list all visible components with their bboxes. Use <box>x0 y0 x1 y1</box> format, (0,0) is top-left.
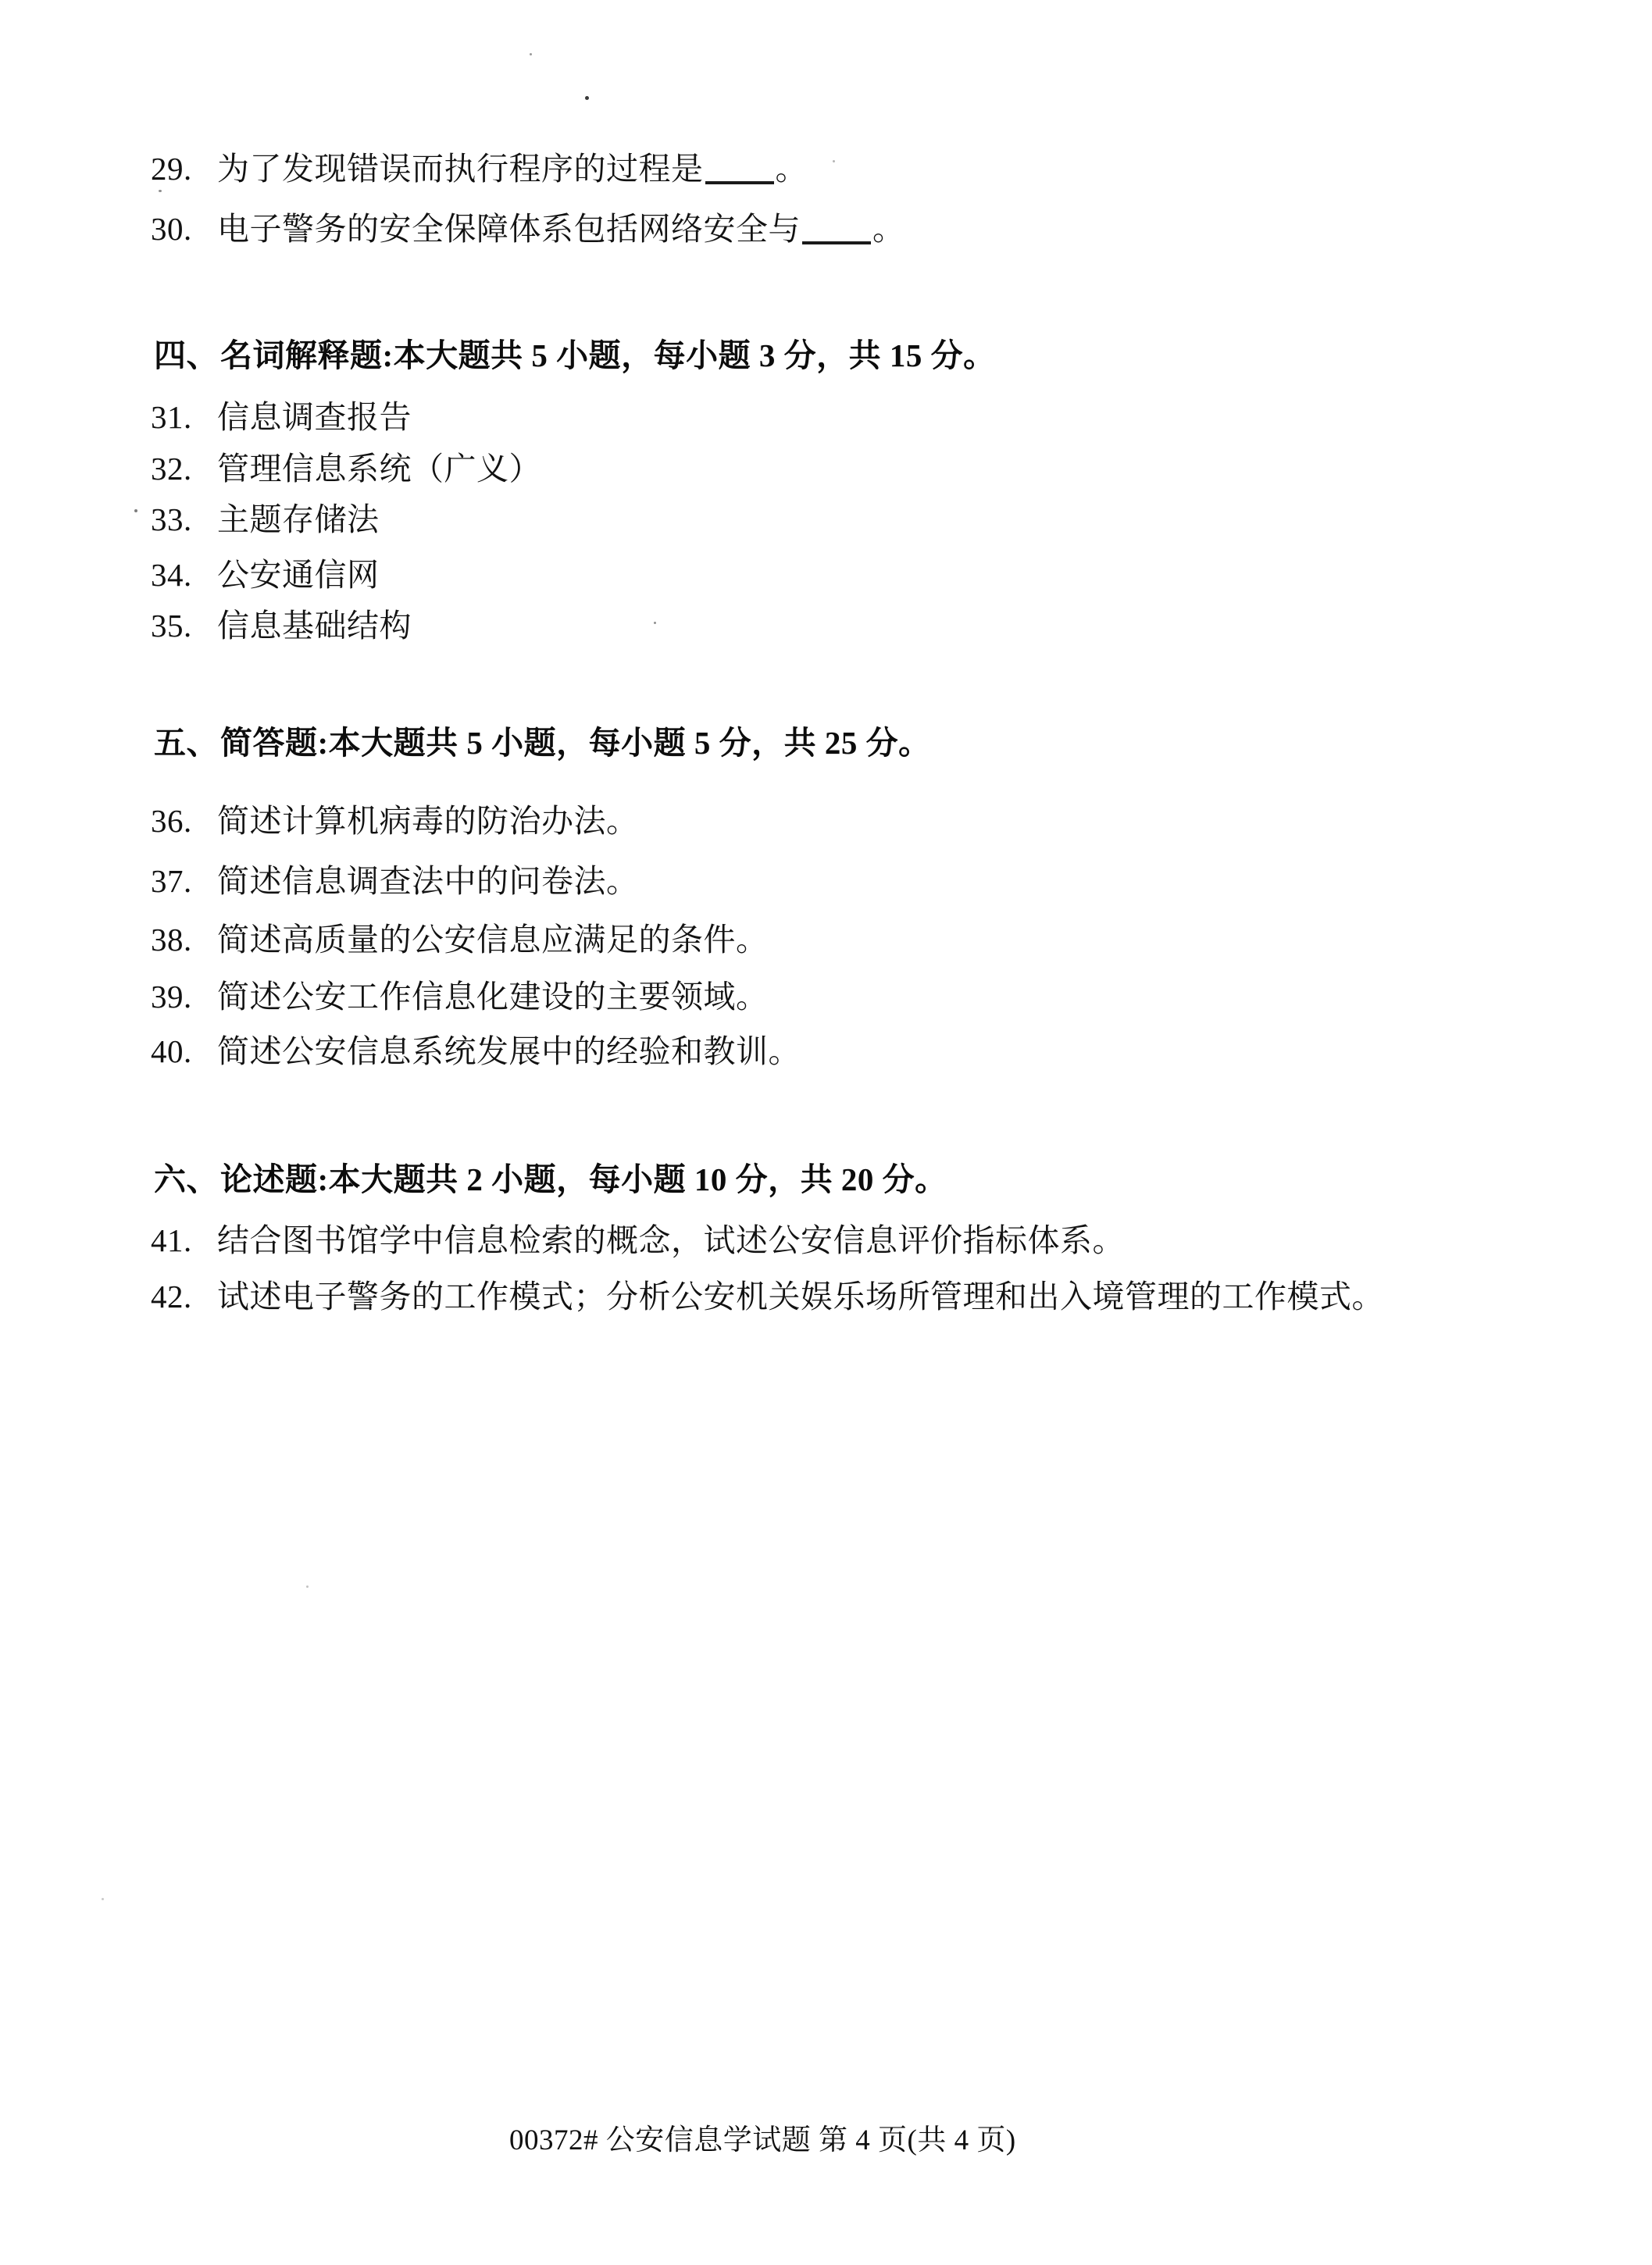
question-number: 38. <box>151 922 192 958</box>
question-number: 39. <box>151 979 192 1015</box>
section-heading-4 <box>154 337 996 373</box>
section-heading-text: 论述题:本大题共 2 小题，每小题 10 分，共 20 分。 <box>220 1161 947 1197</box>
question-number: 41. <box>151 1222 192 1258</box>
question-32 <box>151 451 541 487</box>
question-text-pre: 电子警务的安全保障体系包括网络安全与 <box>217 211 801 247</box>
question-35 <box>151 608 412 644</box>
question-text: 简述信息调查法中的问卷法。 <box>217 863 639 899</box>
question-29 <box>151 151 808 187</box>
answer-blank <box>705 177 774 184</box>
scan-speck <box>306 1586 309 1588</box>
question-40 <box>151 1033 801 1069</box>
question-text: 管理信息系统（广义） <box>217 451 541 487</box>
question-number: 35. <box>151 608 192 644</box>
question-text-pre: 为了发现错误而执行程序的过程是 <box>217 151 704 187</box>
section-label: 六、 <box>154 1161 219 1197</box>
question-34 <box>151 557 380 593</box>
page-footer: 00372# 公安信息学试题 第 4 页(共 4 页) <box>509 2124 1016 2156</box>
question-number: 33. <box>151 501 192 537</box>
question-text: 主题存储法 <box>217 501 380 537</box>
question-33 <box>151 501 380 537</box>
question-number: 34. <box>151 557 192 593</box>
question-41 <box>151 1222 1125 1258</box>
question-text: 简述计算机病毒的防治办法。 <box>217 803 639 839</box>
question-text: 结合图书馆学中信息检索的概念，试述公安信息评价指标体系。 <box>217 1222 1125 1258</box>
question-31 <box>151 399 412 435</box>
question-37 <box>151 863 639 899</box>
question-text: 公安通信网 <box>217 557 380 593</box>
answer-blank <box>802 237 871 244</box>
scan-speck <box>585 96 589 100</box>
section-label: 五、 <box>154 725 219 761</box>
question-text: 试述电子警务的工作模式；分析公安机关娱乐场所管理和出入境管理的工作模式。 <box>217 1279 1384 1314</box>
scan-speck <box>530 53 532 55</box>
question-text-post: 。 <box>775 151 808 187</box>
question-number: 40. <box>151 1033 192 1069</box>
section-label: 四、 <box>154 337 219 373</box>
question-text <box>217 151 808 187</box>
question-30 <box>151 211 905 247</box>
question-text: 简述高质量的公安信息应满足的条件。 <box>217 922 769 958</box>
question-42 <box>151 1279 1384 1314</box>
question-text <box>217 211 905 247</box>
section-heading-text: 简答题:本大题共 5 小题，每小题 5 分，共 25 分。 <box>220 725 931 761</box>
question-text: 简述公安工作信息化建设的主要领域。 <box>217 979 769 1015</box>
question-number: 30. <box>151 211 192 247</box>
scan-speck <box>134 509 137 512</box>
question-text-post: 。 <box>872 211 905 247</box>
question-number: 29. <box>151 151 192 187</box>
question-text: 简述公安信息系统发展中的经验和教训。 <box>217 1033 801 1069</box>
question-38 <box>151 922 769 958</box>
question-text: 信息基础结构 <box>217 608 412 644</box>
question-number: 36. <box>151 803 192 839</box>
question-number: 42. <box>151 1279 192 1314</box>
question-36 <box>151 803 639 839</box>
question-number: 37. <box>151 863 192 899</box>
question-number: 32. <box>151 451 192 487</box>
section-heading-5 <box>154 725 931 761</box>
scan-speck <box>833 160 835 162</box>
question-39 <box>151 979 769 1015</box>
question-number: 31. <box>151 399 192 435</box>
section-heading-6 <box>154 1161 947 1197</box>
section-heading-text: 名词解释题:本大题共 5 小题，每小题 3 分，共 15 分。 <box>220 337 996 373</box>
question-text: 信息调查报告 <box>217 399 412 435</box>
scan-speck <box>159 190 162 192</box>
scan-speck <box>654 622 656 624</box>
scan-speck <box>102 1898 104 1900</box>
